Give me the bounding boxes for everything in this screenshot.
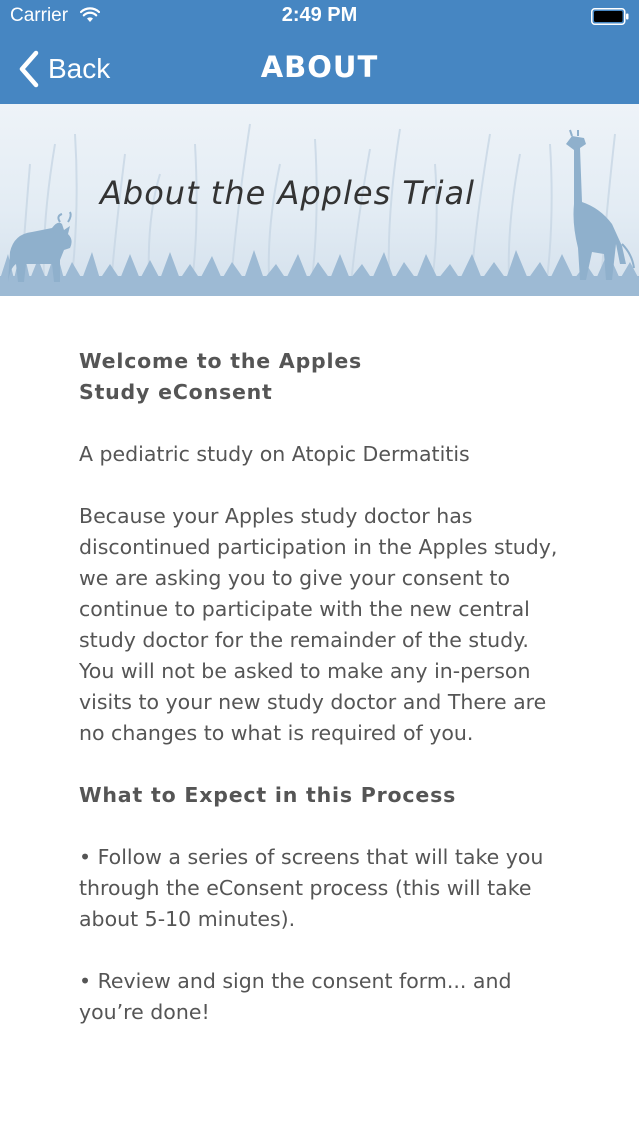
battery-icon xyxy=(591,8,629,25)
top-bar xyxy=(0,0,639,104)
intro-paragraph: Because your Apples study doctor has discontinued participation in the Apples study, we are asking you to give your consent to continue to participate with the new central study doctor for the remainder of the study. You will not be asked to make any in-person visits to your new study doctor and There are no changes to what is required of you. xyxy=(79,504,558,745)
bullet-review-sign: • Review and sign the consent form... and you’re done! xyxy=(79,969,512,1024)
header-banner xyxy=(0,104,639,296)
carrier-label: Carrier xyxy=(10,5,69,26)
banner-title: About the Apples Trial xyxy=(100,174,476,212)
page-title: ABOUT xyxy=(260,50,379,84)
welcome-heading-line1: Welcome to the Apples xyxy=(79,349,363,373)
status-time: 2:49 PM xyxy=(281,4,358,26)
welcome-heading xyxy=(79,346,569,408)
back-button-label: Back xyxy=(48,53,111,84)
navigation-bar xyxy=(0,34,639,104)
expect-heading: What to Expect in this Process xyxy=(79,783,457,807)
about-content xyxy=(79,346,569,1028)
status-bar xyxy=(0,0,639,34)
study-subtitle: A pediatric study on Atopic Dermatitis xyxy=(79,442,470,466)
welcome-heading-line2: Study eConsent xyxy=(79,380,273,404)
bullet-follow-screens: • Follow a series of screens that will take you through the eConsent process (this will take about 5-10 minutes). xyxy=(79,845,544,931)
